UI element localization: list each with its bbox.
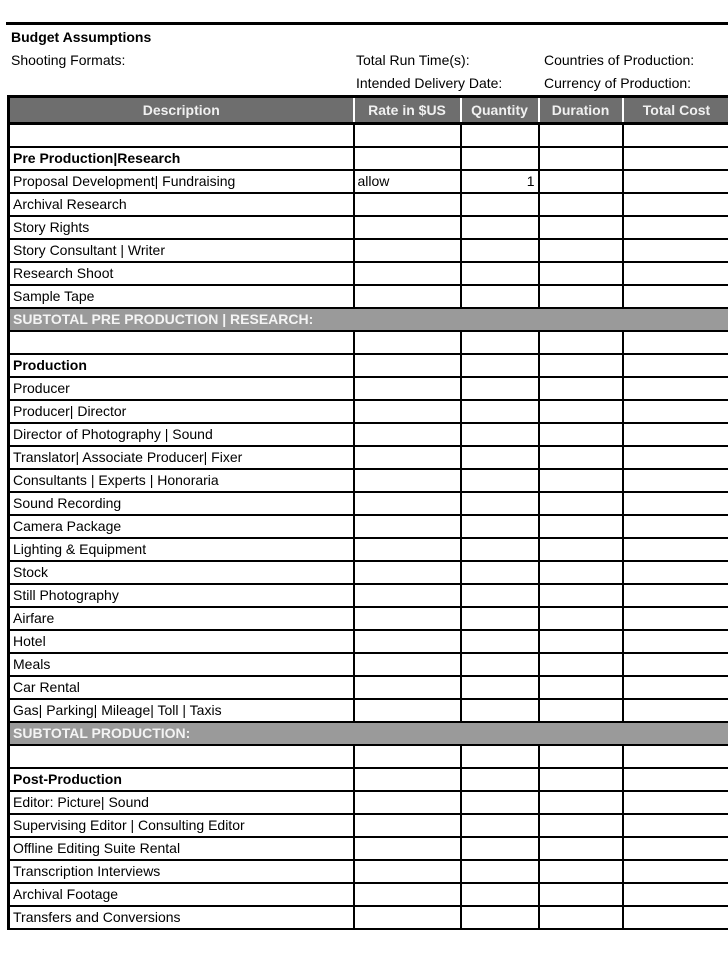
- rate-cell[interactable]: [354, 216, 461, 239]
- duration-cell[interactable]: [539, 653, 623, 676]
- description-cell: SUBTOTAL PRODUCTION:: [9, 722, 354, 745]
- rate-cell[interactable]: [354, 699, 461, 722]
- total-cost-cell[interactable]: [623, 515, 728, 538]
- rate-cell[interactable]: [354, 262, 461, 285]
- description-cell[interactable]: Sound Recording: [9, 492, 354, 515]
- description-cell[interactable]: Car Rental: [9, 676, 354, 699]
- description-cell[interactable]: Transcription Interviews: [9, 860, 354, 883]
- duration-cell[interactable]: [539, 515, 623, 538]
- quantity-cell[interactable]: [461, 791, 539, 814]
- rate-cell[interactable]: [354, 883, 461, 906]
- table-row: [9, 400, 728, 423]
- duration-cell[interactable]: [539, 285, 623, 308]
- total-cost-cell: [623, 147, 728, 170]
- rate-cell[interactable]: [354, 561, 461, 584]
- duration-cell[interactable]: [539, 814, 623, 837]
- total-cost-cell[interactable]: [623, 423, 728, 446]
- duration-cell[interactable]: [539, 239, 623, 262]
- budget-table: [7, 95, 728, 930]
- quantity-cell[interactable]: [461, 837, 539, 860]
- rate-cell[interactable]: [354, 124, 461, 148]
- total-cost-cell[interactable]: [623, 446, 728, 469]
- quantity-cell[interactable]: [461, 515, 539, 538]
- duration-cell[interactable]: [539, 607, 623, 630]
- table-row: [9, 837, 728, 860]
- quantity-cell[interactable]: [461, 285, 539, 308]
- table-row: [9, 170, 728, 193]
- total-cost-cell: [623, 722, 728, 745]
- rate-cell: [354, 354, 461, 377]
- total-cost-cell[interactable]: [623, 492, 728, 515]
- rate-cell[interactable]: [354, 423, 461, 446]
- total-cost-cell[interactable]: [623, 676, 728, 699]
- quantity-cell[interactable]: [461, 860, 539, 883]
- description-cell[interactable]: Offline Editing Suite Rental: [9, 837, 354, 860]
- total-cost-cell[interactable]: [623, 124, 728, 148]
- duration-cell[interactable]: [539, 492, 623, 515]
- rate-cell[interactable]: [354, 814, 461, 837]
- description-cell[interactable]: [9, 745, 354, 768]
- table-row: [9, 653, 728, 676]
- description-cell[interactable]: Transfers and Conversions: [9, 906, 354, 929]
- column-header-quantity: Quantity: [461, 97, 539, 124]
- section-row: [9, 147, 728, 170]
- table-row: [9, 745, 728, 768]
- quantity-cell[interactable]: [461, 124, 539, 148]
- total-cost-cell[interactable]: [623, 699, 728, 722]
- quantity-cell: [461, 147, 539, 170]
- total-cost-cell[interactable]: [623, 400, 728, 423]
- duration-cell[interactable]: [539, 883, 623, 906]
- rate-cell[interactable]: [354, 860, 461, 883]
- rate-cell[interactable]: [354, 791, 461, 814]
- description-cell[interactable]: Still Photography: [9, 584, 354, 607]
- table-row: [9, 423, 728, 446]
- quantity-cell[interactable]: [461, 699, 539, 722]
- table-row: [9, 860, 728, 883]
- quantity-cell[interactable]: [461, 538, 539, 561]
- description-cell[interactable]: Camera Package: [9, 515, 354, 538]
- budget-assumptions-title: Budget Assumptions: [11, 29, 152, 45]
- total-cost-cell[interactable]: [623, 814, 728, 837]
- quantity-cell[interactable]: [461, 446, 539, 469]
- description-cell[interactable]: Editor: Picture| Sound: [9, 791, 354, 814]
- description-cell[interactable]: Stock: [9, 561, 354, 584]
- quantity-cell[interactable]: [461, 745, 539, 768]
- rate-cell[interactable]: [354, 469, 461, 492]
- description-cell[interactable]: Producer| Director: [9, 400, 354, 423]
- rate-cell[interactable]: [354, 446, 461, 469]
- table-row: [9, 469, 728, 492]
- rate-cell[interactable]: [354, 193, 461, 216]
- rate-cell: [354, 768, 461, 791]
- duration-cell[interactable]: [539, 400, 623, 423]
- rate-cell[interactable]: [354, 630, 461, 653]
- description-cell[interactable]: Supervising Editor | Consulting Editor: [9, 814, 354, 837]
- column-header-total-cost: Total Cost: [623, 97, 728, 124]
- table-row: [9, 791, 728, 814]
- total-cost-cell[interactable]: [623, 745, 728, 768]
- description-cell[interactable]: Story Rights: [9, 216, 354, 239]
- duration-cell[interactable]: [539, 906, 623, 929]
- duration-cell[interactable]: [539, 860, 623, 883]
- duration-cell[interactable]: [539, 561, 623, 584]
- quantity-cell: [461, 722, 539, 745]
- table-row: [9, 630, 728, 653]
- duration-cell[interactable]: [539, 584, 623, 607]
- description-cell[interactable]: Translator| Associate Producer| Fixer: [9, 446, 354, 469]
- duration-cell[interactable]: [539, 699, 623, 722]
- shooting-formats-label: Shooting Formats:: [11, 52, 126, 68]
- quantity-cell: [461, 354, 539, 377]
- total-cost-cell[interactable]: [623, 837, 728, 860]
- total-cost-cell[interactable]: [623, 469, 728, 492]
- description-cell[interactable]: Research Shoot: [9, 262, 354, 285]
- description-cell[interactable]: Director of Photography | Sound: [9, 423, 354, 446]
- duration-cell[interactable]: [539, 193, 623, 216]
- quantity-cell[interactable]: [461, 607, 539, 630]
- table-row: [9, 814, 728, 837]
- total-cost-cell: [623, 354, 728, 377]
- quantity-cell[interactable]: 1: [461, 170, 539, 193]
- total-cost-cell[interactable]: [623, 883, 728, 906]
- total-cost-cell[interactable]: [623, 607, 728, 630]
- table-row: [9, 561, 728, 584]
- duration-cell[interactable]: [539, 216, 623, 239]
- duration-cell: [539, 147, 623, 170]
- intended-delivery-label: Intended Delivery Date:: [356, 75, 503, 91]
- rate-cell[interactable]: [354, 239, 461, 262]
- duration-cell[interactable]: [539, 331, 623, 354]
- duration-cell: [539, 768, 623, 791]
- table-row: [9, 216, 728, 239]
- description-cell[interactable]: Sample Tape: [9, 285, 354, 308]
- quantity-cell[interactable]: [461, 239, 539, 262]
- total-cost-cell[interactable]: [623, 791, 728, 814]
- table-row: [9, 515, 728, 538]
- quantity-cell[interactable]: [461, 883, 539, 906]
- duration-cell[interactable]: [539, 262, 623, 285]
- table-row: [9, 584, 728, 607]
- description-cell[interactable]: Meals: [9, 653, 354, 676]
- rate-cell: [354, 308, 461, 331]
- quantity-cell[interactable]: [461, 423, 539, 446]
- quantity-cell[interactable]: [461, 630, 539, 653]
- quantity-cell: [461, 308, 539, 331]
- quantity-cell[interactable]: [461, 262, 539, 285]
- rate-cell[interactable]: [354, 400, 461, 423]
- total-cost-cell[interactable]: [623, 285, 728, 308]
- table-row: [9, 906, 728, 929]
- section-row: [9, 354, 728, 377]
- description-cell[interactable]: Lighting & Equipment: [9, 538, 354, 561]
- total-cost-cell: [623, 768, 728, 791]
- rate-cell[interactable]: [354, 745, 461, 768]
- countries-of-production-label: Countries of Production:: [544, 52, 695, 68]
- duration-cell[interactable]: [539, 630, 623, 653]
- total-cost-cell[interactable]: [623, 170, 728, 193]
- table-row: [9, 883, 728, 906]
- duration-cell[interactable]: [539, 676, 623, 699]
- quantity-cell[interactable]: [461, 906, 539, 929]
- quantity-cell[interactable]: [461, 653, 539, 676]
- duration-cell[interactable]: [539, 124, 623, 148]
- rate-cell[interactable]: [354, 653, 461, 676]
- quantity-cell[interactable]: [461, 676, 539, 699]
- table-row: [9, 377, 728, 400]
- table-row: [9, 239, 728, 262]
- currency-of-production-label: Currency of Production:: [544, 75, 692, 91]
- duration-cell[interactable]: [539, 377, 623, 400]
- total-cost-cell[interactable]: [623, 906, 728, 929]
- rate-cell[interactable]: [354, 285, 461, 308]
- total-cost-cell[interactable]: [623, 630, 728, 653]
- quantity-cell[interactable]: [461, 492, 539, 515]
- rate-cell: [354, 722, 461, 745]
- duration-cell[interactable]: [539, 170, 623, 193]
- rate-cell[interactable]: allow: [354, 170, 461, 193]
- quantity-cell[interactable]: [461, 469, 539, 492]
- description-cell[interactable]: Gas| Parking| Mileage| Toll | Taxis: [9, 699, 354, 722]
- column-header-duration: Duration: [539, 97, 623, 124]
- duration-cell[interactable]: [539, 791, 623, 814]
- total-cost-cell: [623, 308, 728, 331]
- rate-cell[interactable]: [354, 607, 461, 630]
- column-header-rate: Rate in $US: [354, 97, 461, 124]
- duration-cell[interactable]: [539, 469, 623, 492]
- duration-cell: [539, 354, 623, 377]
- table-header-row: [9, 97, 728, 124]
- rate-cell: [354, 147, 461, 170]
- description-cell: Pre Production|Research: [9, 147, 354, 170]
- description-cell[interactable]: Producer: [9, 377, 354, 400]
- rate-cell[interactable]: [354, 906, 461, 929]
- table-body: [9, 124, 728, 930]
- total-cost-cell[interactable]: [623, 331, 728, 354]
- description-cell[interactable]: Hotel: [9, 630, 354, 653]
- subtotal-row: [9, 722, 728, 745]
- total-cost-cell[interactable]: [623, 262, 728, 285]
- table-row: [9, 331, 728, 354]
- table-row: [9, 492, 728, 515]
- table-row: [9, 676, 728, 699]
- quantity-cell[interactable]: [461, 400, 539, 423]
- quantity-cell[interactable]: [461, 561, 539, 584]
- total-cost-cell[interactable]: [623, 561, 728, 584]
- description-cell[interactable]: Airfare: [9, 607, 354, 630]
- rate-cell[interactable]: [354, 331, 461, 354]
- duration-cell[interactable]: [539, 423, 623, 446]
- total-cost-cell[interactable]: [623, 653, 728, 676]
- quantity-cell[interactable]: [461, 584, 539, 607]
- description-cell[interactable]: [9, 124, 354, 148]
- total-cost-cell[interactable]: [623, 860, 728, 883]
- section-row: [9, 768, 728, 791]
- total-cost-cell[interactable]: [623, 193, 728, 216]
- rate-cell[interactable]: [354, 377, 461, 400]
- top-rule: [6, 22, 728, 25]
- table-row: [9, 124, 728, 148]
- total-run-time-label: Total Run Time(s):: [356, 52, 470, 68]
- table-row: [9, 699, 728, 722]
- description-cell[interactable]: Story Consultant | Writer: [9, 239, 354, 262]
- column-header-description: Description: [9, 97, 354, 124]
- total-cost-cell[interactable]: [623, 216, 728, 239]
- total-cost-cell[interactable]: [623, 377, 728, 400]
- table-row: [9, 607, 728, 630]
- rate-cell[interactable]: [354, 584, 461, 607]
- duration-cell[interactable]: [539, 837, 623, 860]
- table-row: [9, 285, 728, 308]
- table-row: [9, 193, 728, 216]
- subtotal-row: [9, 308, 728, 331]
- description-cell[interactable]: Archival Footage: [9, 883, 354, 906]
- quantity-cell[interactable]: [461, 377, 539, 400]
- description-cell: Post-Production: [9, 768, 354, 791]
- duration-cell: [539, 308, 623, 331]
- description-cell: SUBTOTAL PRE PRODUCTION | RESEARCH:: [9, 308, 354, 331]
- table-row: [9, 262, 728, 285]
- rate-cell[interactable]: [354, 538, 461, 561]
- total-cost-cell[interactable]: [623, 239, 728, 262]
- description-cell[interactable]: Proposal Development| Fundraising: [9, 170, 354, 193]
- quantity-cell[interactable]: [461, 331, 539, 354]
- description-cell: Production: [9, 354, 354, 377]
- rate-cell[interactable]: [354, 492, 461, 515]
- rate-cell[interactable]: [354, 837, 461, 860]
- table-row: [9, 446, 728, 469]
- table-row: [9, 538, 728, 561]
- description-cell[interactable]: [9, 331, 354, 354]
- duration-cell: [539, 722, 623, 745]
- total-cost-cell[interactable]: [623, 538, 728, 561]
- quantity-cell[interactable]: [461, 814, 539, 837]
- quantity-cell[interactable]: [461, 193, 539, 216]
- quantity-cell[interactable]: [461, 216, 539, 239]
- total-cost-cell[interactable]: [623, 584, 728, 607]
- duration-cell[interactable]: [539, 538, 623, 561]
- description-cell[interactable]: Archival Research: [9, 193, 354, 216]
- duration-cell[interactable]: [539, 745, 623, 768]
- description-cell[interactable]: Consultants | Experts | Honoraria: [9, 469, 354, 492]
- quantity-cell: [461, 768, 539, 791]
- rate-cell[interactable]: [354, 515, 461, 538]
- duration-cell[interactable]: [539, 446, 623, 469]
- rate-cell[interactable]: [354, 676, 461, 699]
